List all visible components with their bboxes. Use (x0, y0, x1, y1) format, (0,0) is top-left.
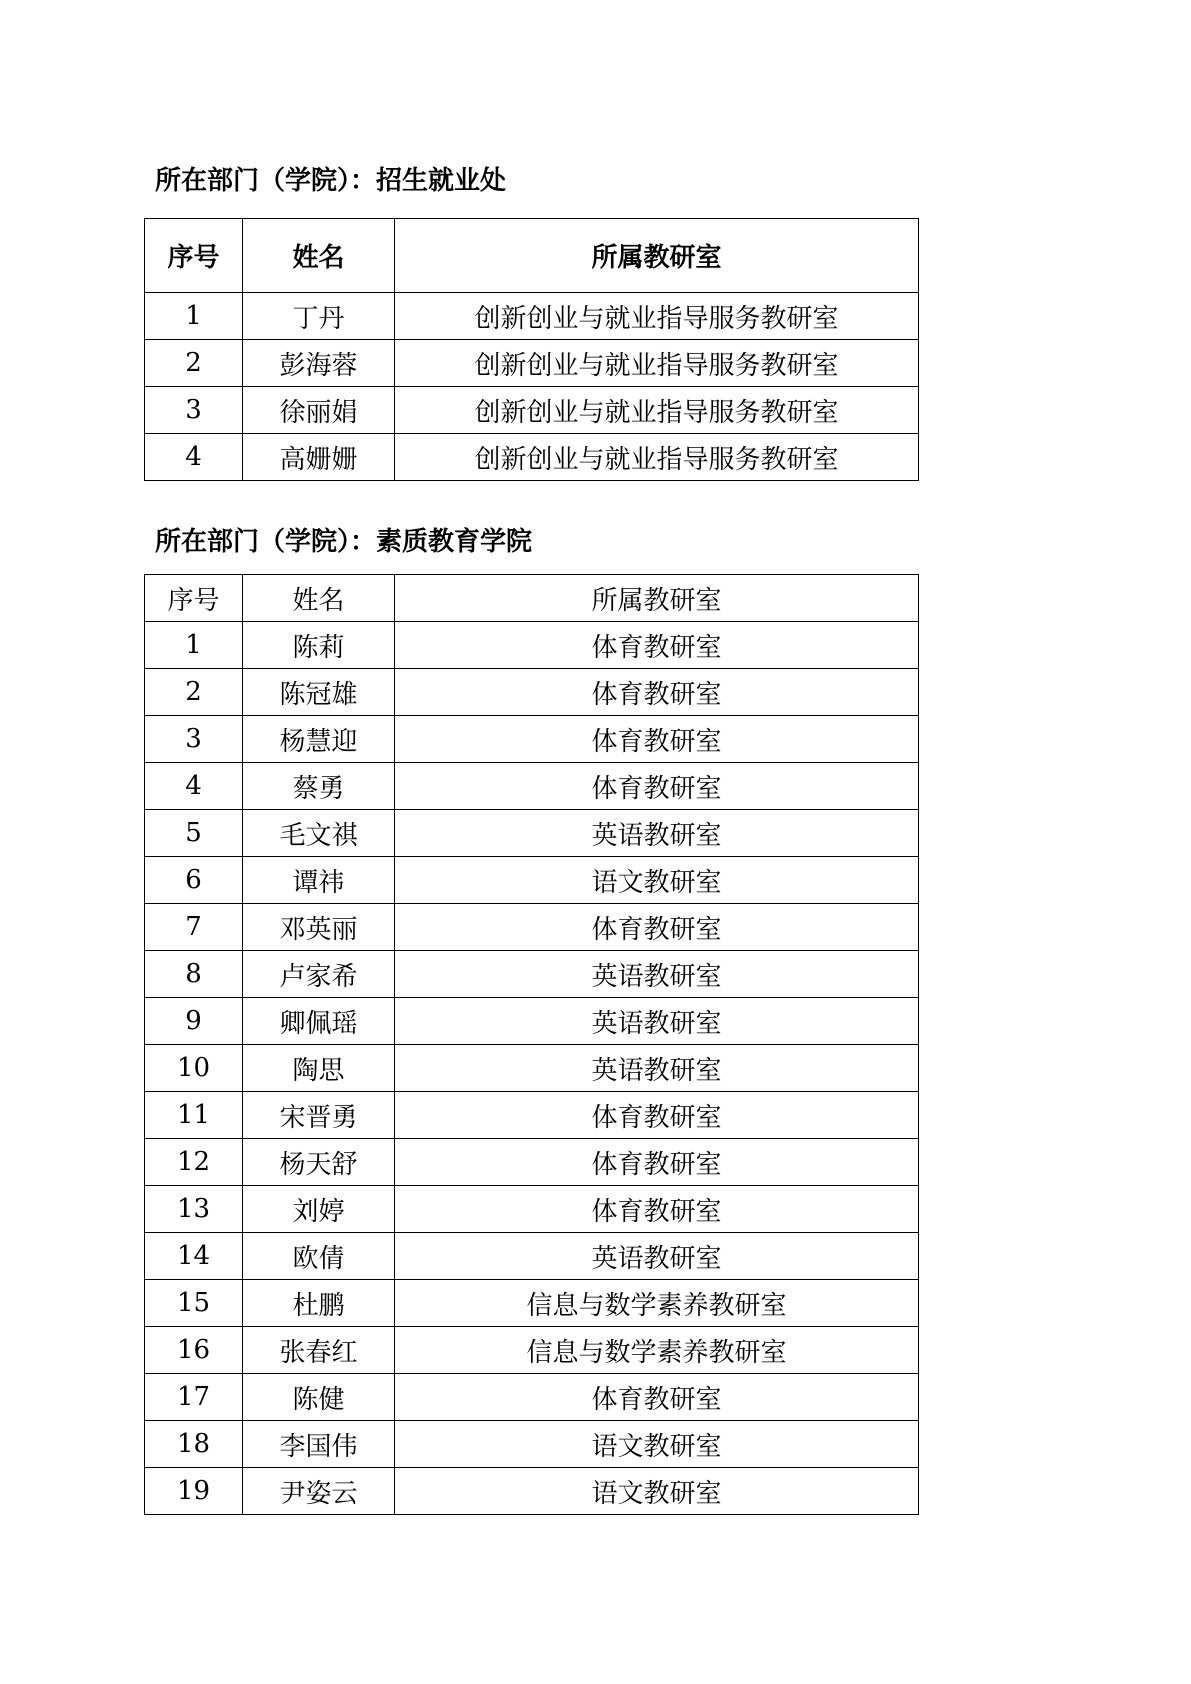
cell-index: 13 (145, 1186, 243, 1233)
cell-index: 7 (145, 904, 243, 951)
cell-index: 12 (145, 1139, 243, 1186)
cell-index: 11 (145, 1092, 243, 1139)
cell-department: 信息与数学素养教研室 (395, 1280, 919, 1327)
table-row (145, 434, 919, 481)
staff-table-quality-education (144, 574, 919, 1515)
table-row (145, 1421, 919, 1468)
cell-department: 体育教研室 (395, 763, 919, 810)
header-department: 所属教研室 (395, 575, 919, 622)
cell-index: 2 (145, 669, 243, 716)
cell-department: 体育教研室 (395, 904, 919, 951)
cell-index: 19 (145, 1468, 243, 1515)
cell-index: 3 (145, 387, 243, 434)
table-row (145, 1280, 919, 1327)
table-row (145, 904, 919, 951)
cell-name: 徐丽娟 (243, 387, 395, 434)
cell-index: 8 (145, 951, 243, 998)
cell-index: 4 (145, 763, 243, 810)
cell-index: 18 (145, 1421, 243, 1468)
cell-department: 英语教研室 (395, 951, 919, 998)
header-index: 序号 (145, 575, 243, 622)
cell-name: 谭祎 (243, 857, 395, 904)
cell-name: 卿佩瑶 (243, 998, 395, 1045)
cell-name: 尹姿云 (243, 1468, 395, 1515)
cell-index: 15 (145, 1280, 243, 1327)
table-row (145, 622, 919, 669)
cell-index: 1 (145, 622, 243, 669)
cell-name: 陶思 (243, 1045, 395, 1092)
table-row (145, 1468, 919, 1515)
header-index: 序号 (145, 219, 243, 293)
table-row (145, 857, 919, 904)
table-row (145, 763, 919, 810)
table-row (145, 387, 919, 434)
table-row (145, 1186, 919, 1233)
cell-name: 陈冠雄 (243, 669, 395, 716)
cell-department: 创新创业与就业指导服务教研室 (395, 387, 919, 434)
cell-department: 语文教研室 (395, 1468, 919, 1515)
table-row (145, 1233, 919, 1280)
table-row (145, 810, 919, 857)
table-header-row (145, 219, 919, 293)
cell-department: 语文教研室 (395, 1421, 919, 1468)
cell-name: 丁丹 (243, 293, 395, 340)
cell-name: 彭海蓉 (243, 340, 395, 387)
section-title-admissions: 所在部门（学院）：招生就业处 (155, 166, 507, 196)
table-row (145, 1139, 919, 1186)
cell-department: 英语教研室 (395, 998, 919, 1045)
cell-name: 杜鹏 (243, 1280, 395, 1327)
table-row (145, 669, 919, 716)
table-row (145, 1045, 919, 1092)
cell-department: 创新创业与就业指导服务教研室 (395, 434, 919, 481)
cell-name: 陈健 (243, 1374, 395, 1421)
cell-department: 体育教研室 (395, 716, 919, 763)
table-row (145, 340, 919, 387)
cell-index: 9 (145, 998, 243, 1045)
cell-index: 14 (145, 1233, 243, 1280)
cell-name: 李国伟 (243, 1421, 395, 1468)
section-title-quality-education: 所在部门（学院）：素质教育学院 (155, 527, 533, 557)
header-name: 姓名 (243, 219, 395, 293)
cell-department: 英语教研室 (395, 1045, 919, 1092)
header-department: 所属教研室 (395, 219, 919, 293)
cell-index: 2 (145, 340, 243, 387)
cell-department: 体育教研室 (395, 1374, 919, 1421)
cell-name: 毛文祺 (243, 810, 395, 857)
staff-table-admissions (144, 218, 919, 481)
cell-index: 6 (145, 857, 243, 904)
cell-department: 创新创业与就业指导服务教研室 (395, 340, 919, 387)
cell-name: 张春红 (243, 1327, 395, 1374)
cell-index: 17 (145, 1374, 243, 1421)
table-row (145, 1327, 919, 1374)
cell-department: 语文教研室 (395, 857, 919, 904)
cell-department: 英语教研室 (395, 810, 919, 857)
cell-department: 信息与数学素养教研室 (395, 1327, 919, 1374)
cell-name: 刘婷 (243, 1186, 395, 1233)
cell-name: 陈莉 (243, 622, 395, 669)
cell-department: 创新创业与就业指导服务教研室 (395, 293, 919, 340)
table-row (145, 293, 919, 340)
header-name: 姓名 (243, 575, 395, 622)
cell-name: 欧倩 (243, 1233, 395, 1280)
table-row (145, 951, 919, 998)
cell-department: 体育教研室 (395, 669, 919, 716)
cell-name: 蔡勇 (243, 763, 395, 810)
cell-name: 杨天舒 (243, 1139, 395, 1186)
cell-name: 卢家希 (243, 951, 395, 998)
cell-index: 10 (145, 1045, 243, 1092)
table-row (145, 998, 919, 1045)
cell-department: 体育教研室 (395, 1186, 919, 1233)
table-row (145, 1092, 919, 1139)
table-row (145, 1374, 919, 1421)
cell-index: 3 (145, 716, 243, 763)
cell-department: 英语教研室 (395, 1233, 919, 1280)
cell-index: 16 (145, 1327, 243, 1374)
cell-name: 杨慧迎 (243, 716, 395, 763)
table-row (145, 716, 919, 763)
cell-department: 体育教研室 (395, 622, 919, 669)
cell-department: 体育教研室 (395, 1092, 919, 1139)
cell-name: 邓英丽 (243, 904, 395, 951)
table-header-row (145, 575, 919, 622)
cell-name: 宋晋勇 (243, 1092, 395, 1139)
cell-index: 4 (145, 434, 243, 481)
cell-name: 高姗姗 (243, 434, 395, 481)
cell-department: 体育教研室 (395, 1139, 919, 1186)
cell-index: 5 (145, 810, 243, 857)
cell-index: 1 (145, 293, 243, 340)
